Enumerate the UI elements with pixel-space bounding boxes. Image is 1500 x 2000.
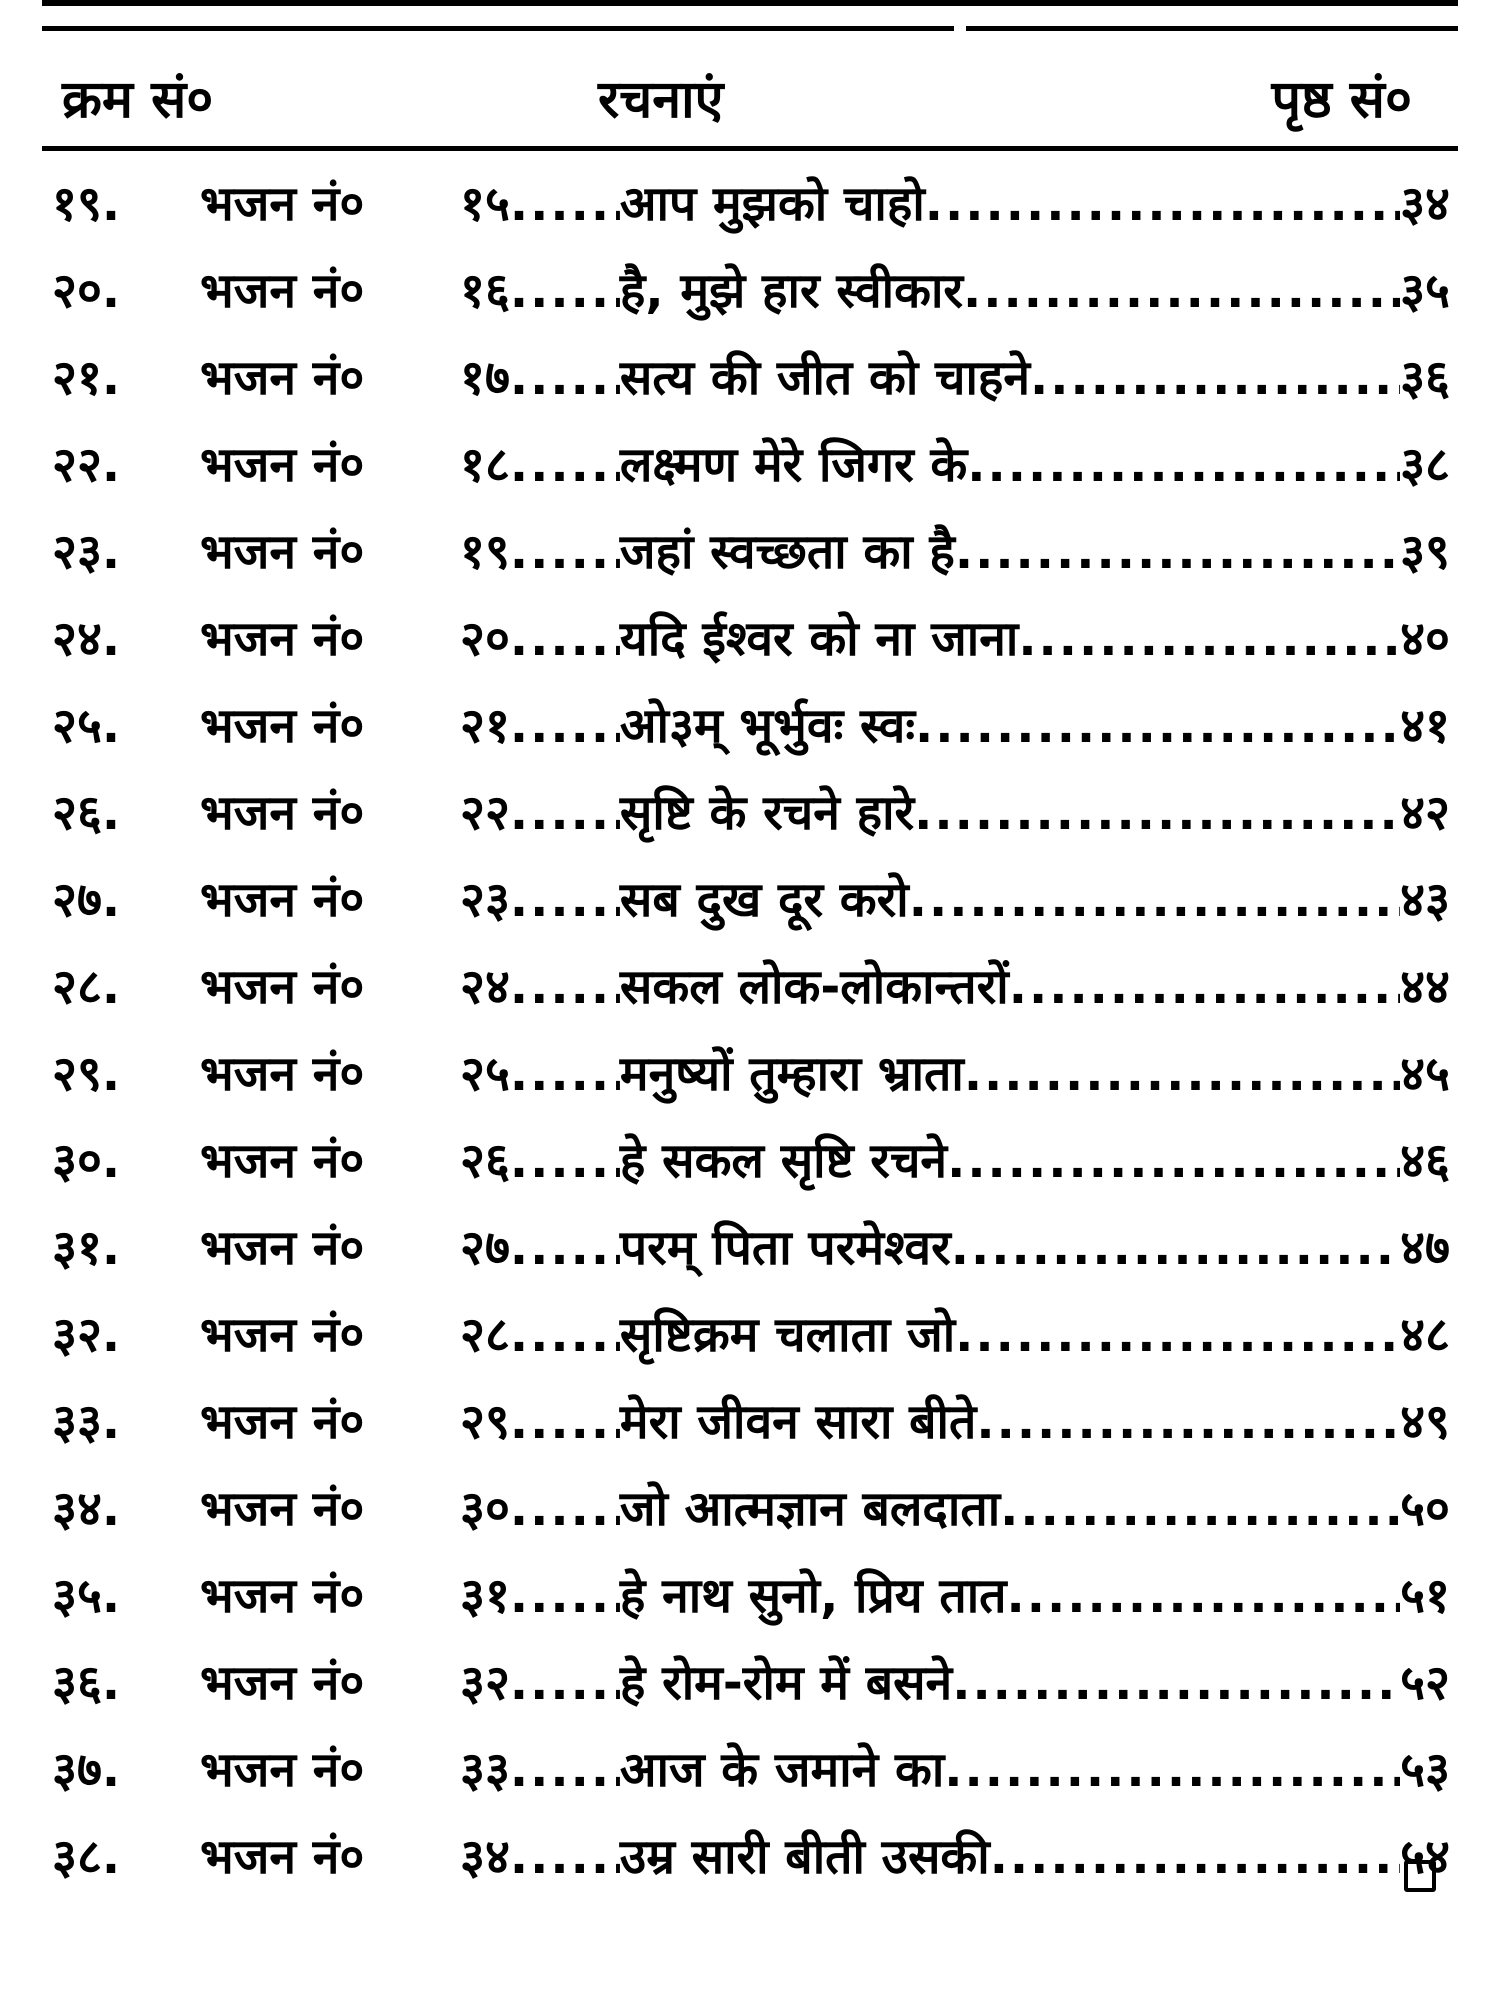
row-page-number: ३४ bbox=[1400, 176, 1450, 232]
row-bhajan-number: १८ bbox=[460, 437, 510, 493]
row-leader-dots bbox=[510, 176, 620, 232]
row-serial: २८. bbox=[52, 959, 121, 1015]
row-bhajan-label: भजन नं० bbox=[200, 263, 365, 319]
row-title: यदि ईश्वर को ना जाना bbox=[619, 611, 1019, 667]
row-leader-dots bbox=[976, 1394, 1400, 1450]
row-serial: १९. bbox=[52, 176, 121, 232]
row-bhajan-label: भजन नं० bbox=[200, 437, 365, 493]
row-serial: ३४. bbox=[52, 1481, 121, 1537]
row-entry bbox=[460, 779, 1450, 844]
toc-row bbox=[0, 330, 1500, 417]
row-leader-dots bbox=[510, 785, 620, 841]
row-leader-dots bbox=[510, 1046, 620, 1102]
row-leader-dots bbox=[1009, 959, 1400, 1015]
row-serial: २७. bbox=[52, 872, 121, 928]
row-bhajan-number: २४ bbox=[460, 959, 510, 1015]
toc-row bbox=[0, 156, 1500, 243]
row-page-number: ३९ bbox=[1400, 524, 1450, 580]
row-serial: ३१. bbox=[52, 1220, 121, 1276]
row-bhajan-number: १५ bbox=[460, 176, 510, 232]
row-title: हे रोम-रोम में बसने bbox=[619, 1655, 953, 1711]
row-bhajan-label: भजन नं० bbox=[200, 1133, 365, 1189]
row-serial: २४. bbox=[52, 611, 121, 667]
row-entry bbox=[460, 1823, 1450, 1888]
toc-row bbox=[0, 591, 1500, 678]
row-leader-dots bbox=[955, 524, 1400, 580]
toc-row bbox=[0, 939, 1500, 1026]
row-title: आप मुझको चाहो bbox=[619, 176, 925, 232]
row-bhajan-number: २९ bbox=[460, 1394, 510, 1450]
row-leader-dots bbox=[990, 1829, 1400, 1885]
header-works: रचनाएं bbox=[598, 70, 724, 130]
row-bhajan-label: भजन नं० bbox=[200, 1307, 365, 1363]
row-page-number: ४३ bbox=[1400, 872, 1450, 928]
row-entry bbox=[460, 1736, 1450, 1801]
row-bhajan-label: भजन नं० bbox=[200, 524, 365, 580]
row-entry bbox=[460, 866, 1450, 931]
row-serial: ३३. bbox=[52, 1394, 121, 1450]
row-serial: २३. bbox=[52, 524, 121, 580]
row-serial: ३२. bbox=[52, 1307, 121, 1363]
toc-row bbox=[0, 852, 1500, 939]
row-leader-dots bbox=[925, 176, 1400, 232]
toc-row bbox=[0, 1026, 1500, 1113]
row-page-number: ४४ bbox=[1400, 959, 1450, 1015]
row-entry bbox=[460, 518, 1450, 583]
row-page-number: ५२ bbox=[1400, 1655, 1450, 1711]
row-page-number: ४० bbox=[1400, 611, 1450, 667]
toc-row bbox=[0, 1548, 1500, 1635]
row-bhajan-label: भजन नं० bbox=[200, 959, 365, 1015]
row-bhajan-number: १९ bbox=[460, 524, 510, 580]
row-serial: ३८. bbox=[52, 1829, 121, 1885]
toc-row bbox=[0, 1461, 1500, 1548]
row-bhajan-label: भजन नं० bbox=[200, 1481, 365, 1537]
row-bhajan-label: भजन नं० bbox=[200, 1046, 365, 1102]
row-bhajan-number: ३४ bbox=[460, 1829, 510, 1885]
row-entry bbox=[460, 257, 1450, 322]
row-leader-dots bbox=[510, 698, 620, 754]
row-leader-dots bbox=[967, 437, 1400, 493]
row-leader-dots bbox=[510, 1394, 620, 1450]
row-serial: २१. bbox=[52, 350, 121, 406]
row-leader-dots bbox=[951, 1220, 1400, 1276]
row-leader-dots bbox=[915, 698, 1400, 754]
row-title: है, मुझे हार स्वीकार bbox=[619, 263, 964, 319]
row-leader-dots bbox=[1018, 611, 1400, 667]
row-serial: २६. bbox=[52, 785, 121, 841]
row-bhajan-label: भजन नं० bbox=[200, 176, 365, 232]
row-leader-dots bbox=[1000, 1481, 1400, 1537]
row-bhajan-number: ३२ bbox=[460, 1655, 510, 1711]
row-leader-dots bbox=[952, 1655, 1400, 1711]
row-page-number: ५० bbox=[1400, 1481, 1450, 1537]
row-bhajan-label: भजन नं० bbox=[200, 1829, 365, 1885]
row-title: परम् पिता परमेश्वर bbox=[619, 1220, 951, 1276]
row-leader-dots bbox=[944, 1742, 1400, 1798]
row-leader-dots bbox=[947, 1133, 1400, 1189]
row-bhajan-number: २३ bbox=[460, 872, 510, 928]
row-serial: २२. bbox=[52, 437, 121, 493]
row-entry bbox=[460, 1649, 1450, 1714]
row-title: मेरा जीवन सारा बीते bbox=[619, 1394, 977, 1450]
row-title: सृष्टि के रचने हारे bbox=[619, 785, 915, 841]
row-serial: ३६. bbox=[52, 1655, 121, 1711]
toc-row bbox=[0, 1113, 1500, 1200]
row-entry bbox=[460, 170, 1450, 235]
row-leader-dots bbox=[510, 872, 620, 928]
row-serial: ३७. bbox=[52, 1742, 121, 1798]
row-serial: २५. bbox=[52, 698, 121, 754]
row-title: जो आत्मज्ञान बलदाता bbox=[619, 1481, 1001, 1537]
row-leader-dots bbox=[510, 611, 620, 667]
top-rule-second-right bbox=[966, 26, 1458, 31]
row-title: मनुष्यों तुम्हारा भ्राता bbox=[619, 1046, 964, 1102]
toc-row bbox=[0, 1200, 1500, 1287]
row-title: सब दुख दूर करो bbox=[619, 872, 909, 928]
row-page-number: ५१ bbox=[1400, 1568, 1450, 1624]
row-leader-dots bbox=[1030, 350, 1400, 406]
row-entry bbox=[460, 953, 1450, 1018]
row-bhajan-label: भजन नं० bbox=[200, 872, 365, 928]
toc-row bbox=[0, 504, 1500, 591]
row-page-number: ४१ bbox=[1400, 698, 1450, 754]
row-title: लक्ष्मण मेरे जिगर के bbox=[619, 437, 968, 493]
row-entry bbox=[460, 1301, 1450, 1366]
row-title: सकल लोक-लोकान्तरों bbox=[619, 959, 1009, 1015]
row-leader-dots bbox=[955, 1307, 1400, 1363]
toc-header bbox=[0, 50, 1500, 140]
toc-row bbox=[0, 1374, 1500, 1461]
row-serial: २०. bbox=[52, 263, 121, 319]
row-bhajan-number: २० bbox=[460, 611, 510, 667]
row-page-number: ३५ bbox=[1400, 263, 1450, 319]
row-leader-dots bbox=[510, 1133, 620, 1189]
row-leader-dots bbox=[510, 524, 620, 580]
row-serial: २९. bbox=[52, 1046, 121, 1102]
row-leader-dots bbox=[914, 785, 1400, 841]
row-bhajan-number: ३१ bbox=[460, 1568, 510, 1624]
row-bhajan-number: २७ bbox=[460, 1220, 510, 1276]
row-bhajan-label: भजन नं० bbox=[200, 350, 365, 406]
row-page-number: ४५ bbox=[1400, 1046, 1450, 1102]
row-leader-dots bbox=[510, 1742, 620, 1798]
row-leader-dots bbox=[510, 1568, 620, 1624]
row-page-number: ४६ bbox=[1400, 1133, 1450, 1189]
row-leader-dots bbox=[510, 959, 620, 1015]
row-bhajan-label: भजन नं० bbox=[200, 1220, 365, 1276]
toc-row bbox=[0, 243, 1500, 330]
row-leader-dots bbox=[510, 1307, 620, 1363]
row-bhajan-number: २६ bbox=[460, 1133, 510, 1189]
row-title: हे सकल सृष्टि रचने bbox=[619, 1133, 948, 1189]
toc-row bbox=[0, 765, 1500, 852]
header-serial: क्रम सं० bbox=[62, 70, 214, 130]
row-leader-dots bbox=[964, 1046, 1400, 1102]
row-bhajan-number: २१ bbox=[460, 698, 510, 754]
toc-row bbox=[0, 1809, 1500, 1896]
row-bhajan-number: ३३ bbox=[460, 1742, 510, 1798]
row-title: ओ३म् भूर्भुवः स्वः bbox=[619, 698, 916, 754]
row-title: जहां स्वच्छता का है bbox=[619, 524, 955, 580]
row-bhajan-label: भजन नं० bbox=[200, 698, 365, 754]
row-page-number: ३६ bbox=[1400, 350, 1450, 406]
row-entry bbox=[460, 692, 1450, 757]
row-page-number: ५३ bbox=[1400, 1742, 1450, 1798]
row-bhajan-number: १७ bbox=[460, 350, 510, 406]
row-page-number: ३८ bbox=[1400, 437, 1450, 493]
row-entry bbox=[460, 1040, 1450, 1105]
row-bhajan-label: भजन नं० bbox=[200, 1568, 365, 1624]
row-entry bbox=[460, 1475, 1450, 1540]
toc-row bbox=[0, 417, 1500, 504]
row-bhajan-number: ३० bbox=[460, 1481, 510, 1537]
row-page-number: ४९ bbox=[1400, 1394, 1450, 1450]
end-mark-square-icon bbox=[1404, 1860, 1436, 1892]
row-bhajan-label: भजन नं० bbox=[200, 1742, 365, 1798]
row-entry bbox=[460, 1388, 1450, 1453]
row-leader-dots bbox=[1007, 1568, 1401, 1624]
header-rule bbox=[42, 146, 1458, 151]
row-leader-dots bbox=[510, 263, 620, 319]
row-bhajan-number: २५ bbox=[460, 1046, 510, 1102]
toc-row bbox=[0, 1635, 1500, 1722]
row-bhajan-label: भजन नं० bbox=[200, 611, 365, 667]
row-leader-dots bbox=[510, 1829, 620, 1885]
toc-row bbox=[0, 678, 1500, 765]
row-bhajan-label: भजन नं० bbox=[200, 1394, 365, 1450]
row-bhajan-label: भजन नं० bbox=[200, 1655, 365, 1711]
row-bhajan-number: २८ bbox=[460, 1307, 510, 1363]
row-leader-dots bbox=[510, 1481, 620, 1537]
row-title: हे नाथ सुनो, प्रिय तात bbox=[619, 1568, 1007, 1624]
row-page-number: ४७ bbox=[1400, 1220, 1450, 1276]
row-entry bbox=[460, 605, 1450, 670]
header-page: पृष्ठ सं० bbox=[1271, 70, 1412, 130]
row-page-number: ५४ bbox=[1400, 1829, 1450, 1885]
row-leader-dots bbox=[510, 1220, 620, 1276]
row-bhajan-label: भजन नं० bbox=[200, 785, 365, 841]
row-entry bbox=[460, 1214, 1450, 1279]
row-title: सत्य की जीत को चाहने bbox=[619, 350, 1031, 406]
row-entry bbox=[460, 431, 1450, 496]
top-rule-second-left bbox=[42, 26, 954, 31]
row-entry bbox=[460, 344, 1450, 409]
row-serial: ३०. bbox=[52, 1133, 121, 1189]
row-entry bbox=[460, 1127, 1450, 1192]
row-leader-dots bbox=[510, 437, 620, 493]
row-title: सृष्टिक्रम चलाता जो bbox=[619, 1307, 956, 1363]
row-entry bbox=[460, 1562, 1450, 1627]
row-serial: ३५. bbox=[52, 1568, 121, 1624]
row-title: उम्र सारी बीती उसकी bbox=[619, 1829, 990, 1885]
top-rule bbox=[42, 0, 1458, 6]
row-leader-dots bbox=[909, 872, 1400, 928]
row-page-number: ४८ bbox=[1400, 1307, 1450, 1363]
toc-row bbox=[0, 1287, 1500, 1374]
row-bhajan-number: १६ bbox=[460, 263, 510, 319]
row-leader-dots bbox=[963, 263, 1400, 319]
row-leader-dots bbox=[510, 350, 620, 406]
toc-row bbox=[0, 1722, 1500, 1809]
row-bhajan-number: २२ bbox=[460, 785, 510, 841]
row-title: आज के जमाने का bbox=[619, 1742, 945, 1798]
row-page-number: ४२ bbox=[1400, 785, 1450, 841]
row-leader-dots bbox=[510, 1655, 620, 1711]
